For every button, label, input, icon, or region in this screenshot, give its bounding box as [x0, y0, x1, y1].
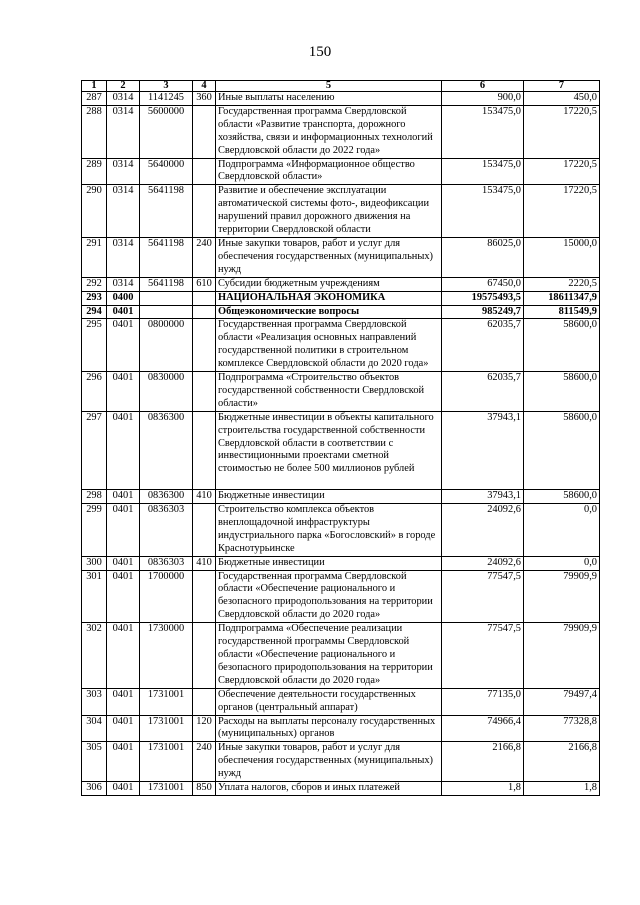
section-code-cell: 0401 [107, 305, 140, 319]
expense-type-cell: 850 [193, 782, 216, 796]
section-code-cell: 0400 [107, 291, 140, 305]
description-cell: Бюджетные инвестиции в объекты капитального строительства государственной собственности Свердловской области в соответствии с инвестиционными проектами сметной стоимостью не более 500 миллионов рублей [216, 411, 442, 489]
expense-type-cell [193, 411, 216, 489]
table-row [82, 237, 600, 277]
expense-type-cell [193, 158, 216, 185]
row-number-cell: 295 [82, 319, 107, 372]
header-cell: 7 [524, 81, 600, 92]
table-row [82, 291, 600, 305]
amount-year2-cell: 79909,9 [524, 570, 600, 623]
target-article-cell: 0830000 [140, 372, 193, 412]
description-cell: Бюджетные инвестиции [216, 490, 442, 504]
amount-year2-cell: 17220,5 [524, 158, 600, 185]
table-row [82, 372, 600, 412]
expense-type-cell [193, 504, 216, 557]
target-article-cell: 0836303 [140, 504, 193, 557]
section-code-cell: 0314 [107, 105, 140, 158]
description-cell: Государственная программа Свердловской области «Развитие транспорта, дорожного хозяйства, связи и информационных технологий Свердловской области до 2022 года» [216, 105, 442, 158]
row-number-cell: 290 [82, 185, 107, 238]
amount-year1-cell: 67450,0 [442, 277, 524, 291]
description-cell: Бюджетные инвестиции [216, 556, 442, 570]
target-article-cell [140, 291, 193, 305]
row-number-cell: 291 [82, 237, 107, 277]
expense-type-cell: 360 [193, 92, 216, 106]
amount-year1-cell: 900,0 [442, 92, 524, 106]
section-code-cell: 0314 [107, 237, 140, 277]
table-row [82, 319, 600, 372]
budget-table [81, 80, 600, 796]
description-cell: Подпрограмма «Обеспечение реализации государственной программы Свердловской области «Обеспечение рационального и безопасного природопользования на территории Свердловской области до 2020 года» [216, 623, 442, 689]
table-row [82, 158, 600, 185]
table-row [82, 411, 600, 489]
description-cell: НАЦИОНАЛЬНАЯ ЭКОНОМИКА [216, 291, 442, 305]
description-cell: Государственная программа Свердловской области «Обеспечение рационального и безопасного природопользования на территории Свердловской области до 2020 года» [216, 570, 442, 623]
row-number-cell: 306 [82, 782, 107, 796]
expense-type-cell: 410 [193, 556, 216, 570]
section-code-cell: 0401 [107, 715, 140, 742]
row-number-cell: 303 [82, 688, 107, 715]
amount-year1-cell: 77547,5 [442, 623, 524, 689]
description-cell: Иные закупки товаров, работ и услуг для обеспечения государственных (муниципальных) нужд [216, 237, 442, 277]
target-article-cell: 0800000 [140, 319, 193, 372]
row-number-cell: 300 [82, 556, 107, 570]
expense-type-cell [193, 570, 216, 623]
section-code-cell: 0401 [107, 319, 140, 372]
expense-type-cell [193, 372, 216, 412]
amount-year2-cell: 2220,5 [524, 277, 600, 291]
section-code-cell: 0401 [107, 688, 140, 715]
target-article-cell: 1731001 [140, 742, 193, 782]
amount-year2-cell: 58600,0 [524, 372, 600, 412]
expense-type-cell [193, 305, 216, 319]
amount-year2-cell: 58600,0 [524, 319, 600, 372]
table-header-row [82, 81, 600, 92]
amount-year1-cell: 153475,0 [442, 105, 524, 158]
amount-year1-cell: 2166,8 [442, 742, 524, 782]
amount-year1-cell: 37943,1 [442, 490, 524, 504]
row-number-cell: 298 [82, 490, 107, 504]
amount-year1-cell: 62035,7 [442, 372, 524, 412]
description-cell: Субсидии бюджетным учреждениям [216, 277, 442, 291]
section-code-cell: 0314 [107, 185, 140, 238]
target-article-cell: 1731001 [140, 782, 193, 796]
amount-year1-cell: 86025,0 [442, 237, 524, 277]
table-row [82, 742, 600, 782]
expense-type-cell: 410 [193, 490, 216, 504]
target-article-cell: 5641198 [140, 277, 193, 291]
amount-year1-cell: 77135,0 [442, 688, 524, 715]
header-cell: 2 [107, 81, 140, 92]
table-row [82, 92, 600, 106]
expense-type-cell [193, 688, 216, 715]
table-row [82, 715, 600, 742]
description-cell: Подпрограмма «Информационное общество Свердловской области» [216, 158, 442, 185]
amount-year2-cell: 811549,9 [524, 305, 600, 319]
row-number-cell: 288 [82, 105, 107, 158]
target-article-cell: 0836300 [140, 411, 193, 489]
target-article-cell [140, 305, 193, 319]
description-cell: Развитие и обеспечение эксплуатации автоматической системы фото-, видеофиксации нарушений правил дорожного движения на территории Свердловской области [216, 185, 442, 238]
row-number-cell: 299 [82, 504, 107, 557]
description-cell: Обеспечение деятельности государственных органов (центральный аппарат) [216, 688, 442, 715]
row-number-cell: 294 [82, 305, 107, 319]
row-number-cell: 293 [82, 291, 107, 305]
table-row [82, 623, 600, 689]
amount-year1-cell: 19575493,5 [442, 291, 524, 305]
description-cell: Строительство комплекса объектов внеплощадочной инфраструктуры индустриального парка «Богословский» в городе Краснотурьинске [216, 504, 442, 557]
header-cell: 1 [82, 81, 107, 92]
target-article-cell: 5641198 [140, 185, 193, 238]
table-row [82, 277, 600, 291]
row-number-cell: 289 [82, 158, 107, 185]
expense-type-cell [193, 319, 216, 372]
amount-year2-cell: 58600,0 [524, 490, 600, 504]
amount-year1-cell: 24092,6 [442, 504, 524, 557]
target-article-cell: 1731001 [140, 715, 193, 742]
expense-type-cell [193, 105, 216, 158]
description-cell: Иные закупки товаров, работ и услуг для обеспечения государственных (муниципальных) нужд [216, 742, 442, 782]
amount-year2-cell: 58600,0 [524, 411, 600, 489]
amount-year2-cell: 15000,0 [524, 237, 600, 277]
row-number-cell: 296 [82, 372, 107, 412]
amount-year1-cell: 37943,1 [442, 411, 524, 489]
target-article-cell: 5600000 [140, 105, 193, 158]
target-article-cell: 1141245 [140, 92, 193, 106]
header-cell: 3 [140, 81, 193, 92]
expense-type-cell: 240 [193, 742, 216, 782]
section-code-cell: 0401 [107, 782, 140, 796]
amount-year2-cell: 450,0 [524, 92, 600, 106]
section-code-cell: 0401 [107, 504, 140, 557]
row-number-cell: 302 [82, 623, 107, 689]
section-code-cell: 0314 [107, 277, 140, 291]
target-article-cell: 0836300 [140, 490, 193, 504]
amount-year1-cell: 153475,0 [442, 158, 524, 185]
amount-year2-cell: 17220,5 [524, 105, 600, 158]
section-code-cell: 0314 [107, 92, 140, 106]
section-code-cell: 0401 [107, 556, 140, 570]
table-row [82, 688, 600, 715]
description-cell: Общеэкономические вопросы [216, 305, 442, 319]
description-cell: Государственная программа Свердловской области «Реализация основных направлений государственной политики в строительном комплексе Свердловской области до 2020 года» [216, 319, 442, 372]
expense-type-cell [193, 623, 216, 689]
table-row [82, 504, 600, 557]
amount-year1-cell: 153475,0 [442, 185, 524, 238]
section-code-cell: 0401 [107, 411, 140, 489]
target-article-cell: 1731001 [140, 688, 193, 715]
expense-type-cell [193, 291, 216, 305]
expense-type-cell: 610 [193, 277, 216, 291]
amount-year2-cell: 18611347,9 [524, 291, 600, 305]
table-row [82, 782, 600, 796]
amount-year1-cell: 62035,7 [442, 319, 524, 372]
target-article-cell: 0836303 [140, 556, 193, 570]
header-cell: 5 [216, 81, 442, 92]
table-row [82, 105, 600, 158]
section-code-cell: 0314 [107, 158, 140, 185]
amount-year1-cell: 985249,7 [442, 305, 524, 319]
amount-year2-cell: 1,8 [524, 782, 600, 796]
description-cell: Подпрограмма «Строительство объектов государственной собственности Свердловской области» [216, 372, 442, 412]
target-article-cell: 1730000 [140, 623, 193, 689]
amount-year1-cell: 24092,6 [442, 556, 524, 570]
row-number-cell: 304 [82, 715, 107, 742]
row-number-cell: 305 [82, 742, 107, 782]
amount-year2-cell: 0,0 [524, 504, 600, 557]
amount-year2-cell: 77328,8 [524, 715, 600, 742]
amount-year2-cell: 79497,4 [524, 688, 600, 715]
amount-year2-cell: 2166,8 [524, 742, 600, 782]
table-row [82, 556, 600, 570]
section-code-cell: 0401 [107, 623, 140, 689]
row-number-cell: 287 [82, 92, 107, 106]
header-cell: 6 [442, 81, 524, 92]
description-cell: Уплата налогов, сборов и иных платежей [216, 782, 442, 796]
amount-year2-cell: 0,0 [524, 556, 600, 570]
expense-type-cell [193, 185, 216, 238]
row-number-cell: 297 [82, 411, 107, 489]
section-code-cell: 0401 [107, 372, 140, 412]
target-article-cell: 5640000 [140, 158, 193, 185]
description-cell: Иные выплаты населению [216, 92, 442, 106]
table-row [82, 570, 600, 623]
table-row [82, 490, 600, 504]
amount-year2-cell: 17220,5 [524, 185, 600, 238]
table-row [82, 185, 600, 238]
section-code-cell: 0401 [107, 490, 140, 504]
table-row [82, 305, 600, 319]
description-cell: Расходы на выплаты персоналу государственных (муниципальных) органов [216, 715, 442, 742]
amount-year1-cell: 74966,4 [442, 715, 524, 742]
expense-type-cell: 240 [193, 237, 216, 277]
amount-year1-cell: 77547,5 [442, 570, 524, 623]
target-article-cell: 1700000 [140, 570, 193, 623]
expense-type-cell: 120 [193, 715, 216, 742]
row-number-cell: 301 [82, 570, 107, 623]
section-code-cell: 0401 [107, 570, 140, 623]
amount-year1-cell: 1,8 [442, 782, 524, 796]
page-number: 150 [308, 44, 332, 60]
header-cell: 4 [193, 81, 216, 92]
amount-year2-cell: 79909,9 [524, 623, 600, 689]
row-number-cell: 292 [82, 277, 107, 291]
section-code-cell: 0401 [107, 742, 140, 782]
target-article-cell: 5641198 [140, 237, 193, 277]
